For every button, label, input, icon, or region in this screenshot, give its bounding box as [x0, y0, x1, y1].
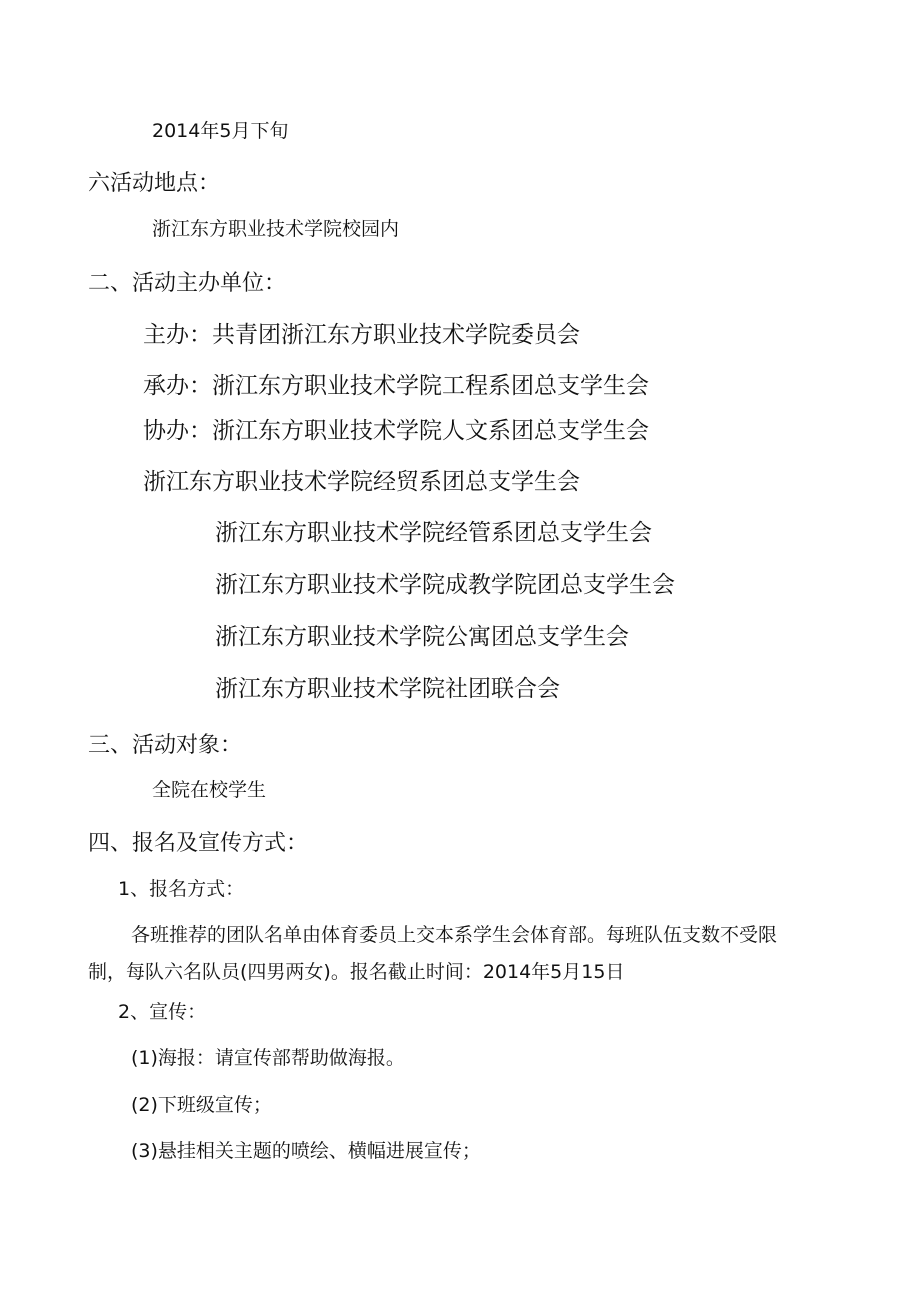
publicity-item-1: (1)海报：请宣传部帮助做海报。 [131, 1047, 405, 1069]
organizer-cohost-economics: 浙江东方职业技术学院经贸系团总支学生会 [143, 469, 580, 495]
organizer-cohost-club-union: 浙江东方职业技术学院社团联合会 [215, 676, 560, 702]
organizer-cohost-dormitory: 浙江东方职业技术学院公寓团总支学生会 [215, 624, 629, 650]
organizer-undertaker: 承办：浙江东方职业技术学院工程系团总支学生会 [143, 373, 649, 399]
participants-text: 全院在校学生 [152, 779, 267, 801]
section-registration-heading: 四、报名及宣传方式： [88, 831, 309, 856]
organizer-host: 主办：共青团浙江东方职业技术学院委员会 [143, 322, 580, 348]
activity-time-text: 2014年5月下旬 [152, 120, 289, 142]
location-text: 浙江东方职业技术学院校园内 [152, 218, 400, 240]
registration-paragraph-line-2: 制，每队六名队员(四男两女)。报名截止时间：2014年5月15日 [88, 961, 625, 983]
section-organizers-heading: 二、活动主办单位： [88, 271, 287, 296]
organizer-cohost-adult-education: 浙江东方职业技术学院成教学院团总支学生会 [215, 572, 675, 598]
section-participants-heading: 三、活动对象： [88, 733, 243, 758]
publicity-item-3: (3)悬挂相关主题的喷绘、横幅进展宣传； [131, 1140, 481, 1162]
registration-paragraph-line-1: 各班推荐的团队名单由体育委员上交本系学生会体育部。每班队伍支数不受限 [131, 924, 778, 946]
organizer-cohost: 协办：浙江东方职业技术学院人文系团总支学生会 [143, 418, 649, 444]
section-location-heading: 六活动地点： [88, 171, 221, 196]
publicity-subheading: 2、宣传： [118, 1001, 207, 1023]
registration-method-subheading: 1、报名方式： [118, 878, 245, 900]
organizer-cohost-management: 浙江东方职业技术学院经管系团总支学生会 [215, 520, 652, 546]
publicity-item-2: (2)下班级宣传； [131, 1094, 272, 1116]
